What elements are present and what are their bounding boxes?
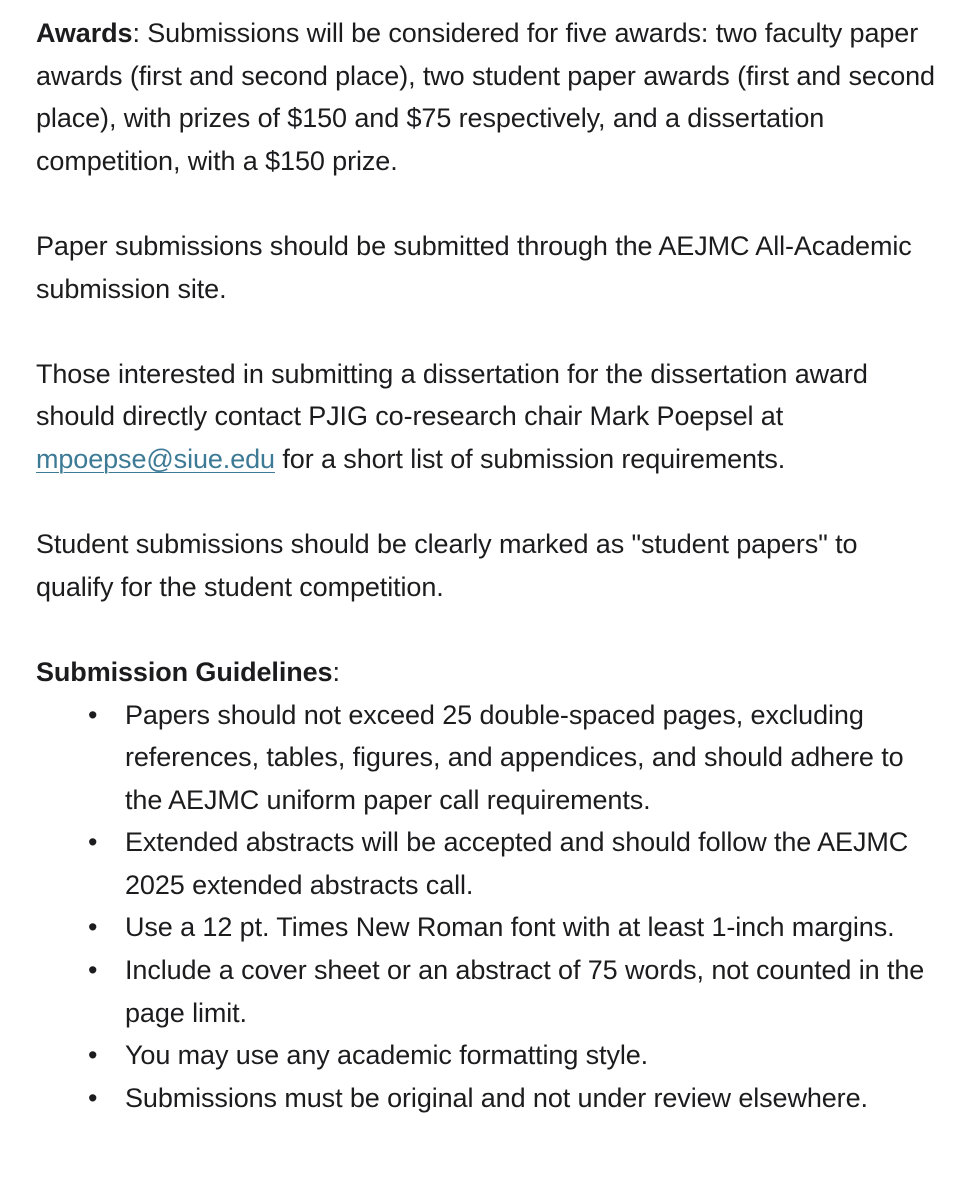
awards-paragraph bbox=[36, 12, 936, 182]
list-item bbox=[36, 694, 936, 822]
guidelines-heading bbox=[36, 651, 936, 694]
dissertation-text-before: Those interested in submitting a dissertation for the dissertation award should directly contact PJIG co-research chair Mark Poepsel at bbox=[36, 358, 868, 432]
list-item bbox=[36, 906, 936, 949]
awards-label: Awards bbox=[36, 18, 133, 48]
bullet-icon: • bbox=[88, 1040, 98, 1071]
student-paragraph: Student submissions should be clearly marked as "student papers" to qualify for the student competition. bbox=[36, 529, 858, 602]
bullet-icon: • bbox=[88, 912, 98, 943]
submission-site-paragraph: Paper submissions should be submitted through the AEJMC All-Academic submission site. bbox=[36, 230, 912, 304]
guidelines-list bbox=[36, 694, 936, 1120]
bullet-icon: • bbox=[88, 827, 98, 858]
awards-text: : Submissions will be considered for five awards: two faculty paper awards (first and second place), two student paper awards (first and second place), with prizes of $150 and $75 respectively, and a dissertation competition, with a $150 prize. bbox=[36, 18, 935, 176]
bullet-icon: • bbox=[88, 1082, 98, 1113]
list-item-text: Extended abstracts will be accepted and should follow the AEJMC 2025 extended abstracts call. bbox=[125, 827, 909, 900]
list-item-text: You may use any academic formatting style. bbox=[125, 1040, 649, 1071]
list-item bbox=[36, 821, 936, 906]
list-item-text: Papers should not exceed 25 double-spaced pages, excluding references, tables, figures, and appendices, and should adhere to the AEJMC uniform paper call requirements. bbox=[125, 699, 904, 815]
guidelines-heading-suffix: : bbox=[332, 656, 340, 687]
list-item-text: Submissions must be original and not under review elsewhere. bbox=[125, 1082, 868, 1113]
list-item bbox=[36, 1034, 936, 1077]
bullet-icon: • bbox=[88, 955, 98, 986]
list-item bbox=[36, 949, 936, 1034]
list-item-text: Use a 12 pt. Times New Roman font with at least 1-inch margins. bbox=[125, 912, 895, 943]
bullet-icon: • bbox=[88, 699, 98, 730]
email-link[interactable]: mpoepse@siue.edu bbox=[36, 443, 275, 474]
dissertation-paragraph bbox=[36, 353, 936, 481]
document-body bbox=[36, 12, 936, 1119]
guidelines-heading-label: Submission Guidelines bbox=[36, 656, 333, 687]
dissertation-text-after: for a short list of submission requirements. bbox=[274, 443, 786, 474]
list-item-text: Include a cover sheet or an abstract of 75 words, not counted in the page limit. bbox=[125, 955, 925, 1028]
list-item bbox=[36, 1077, 936, 1120]
